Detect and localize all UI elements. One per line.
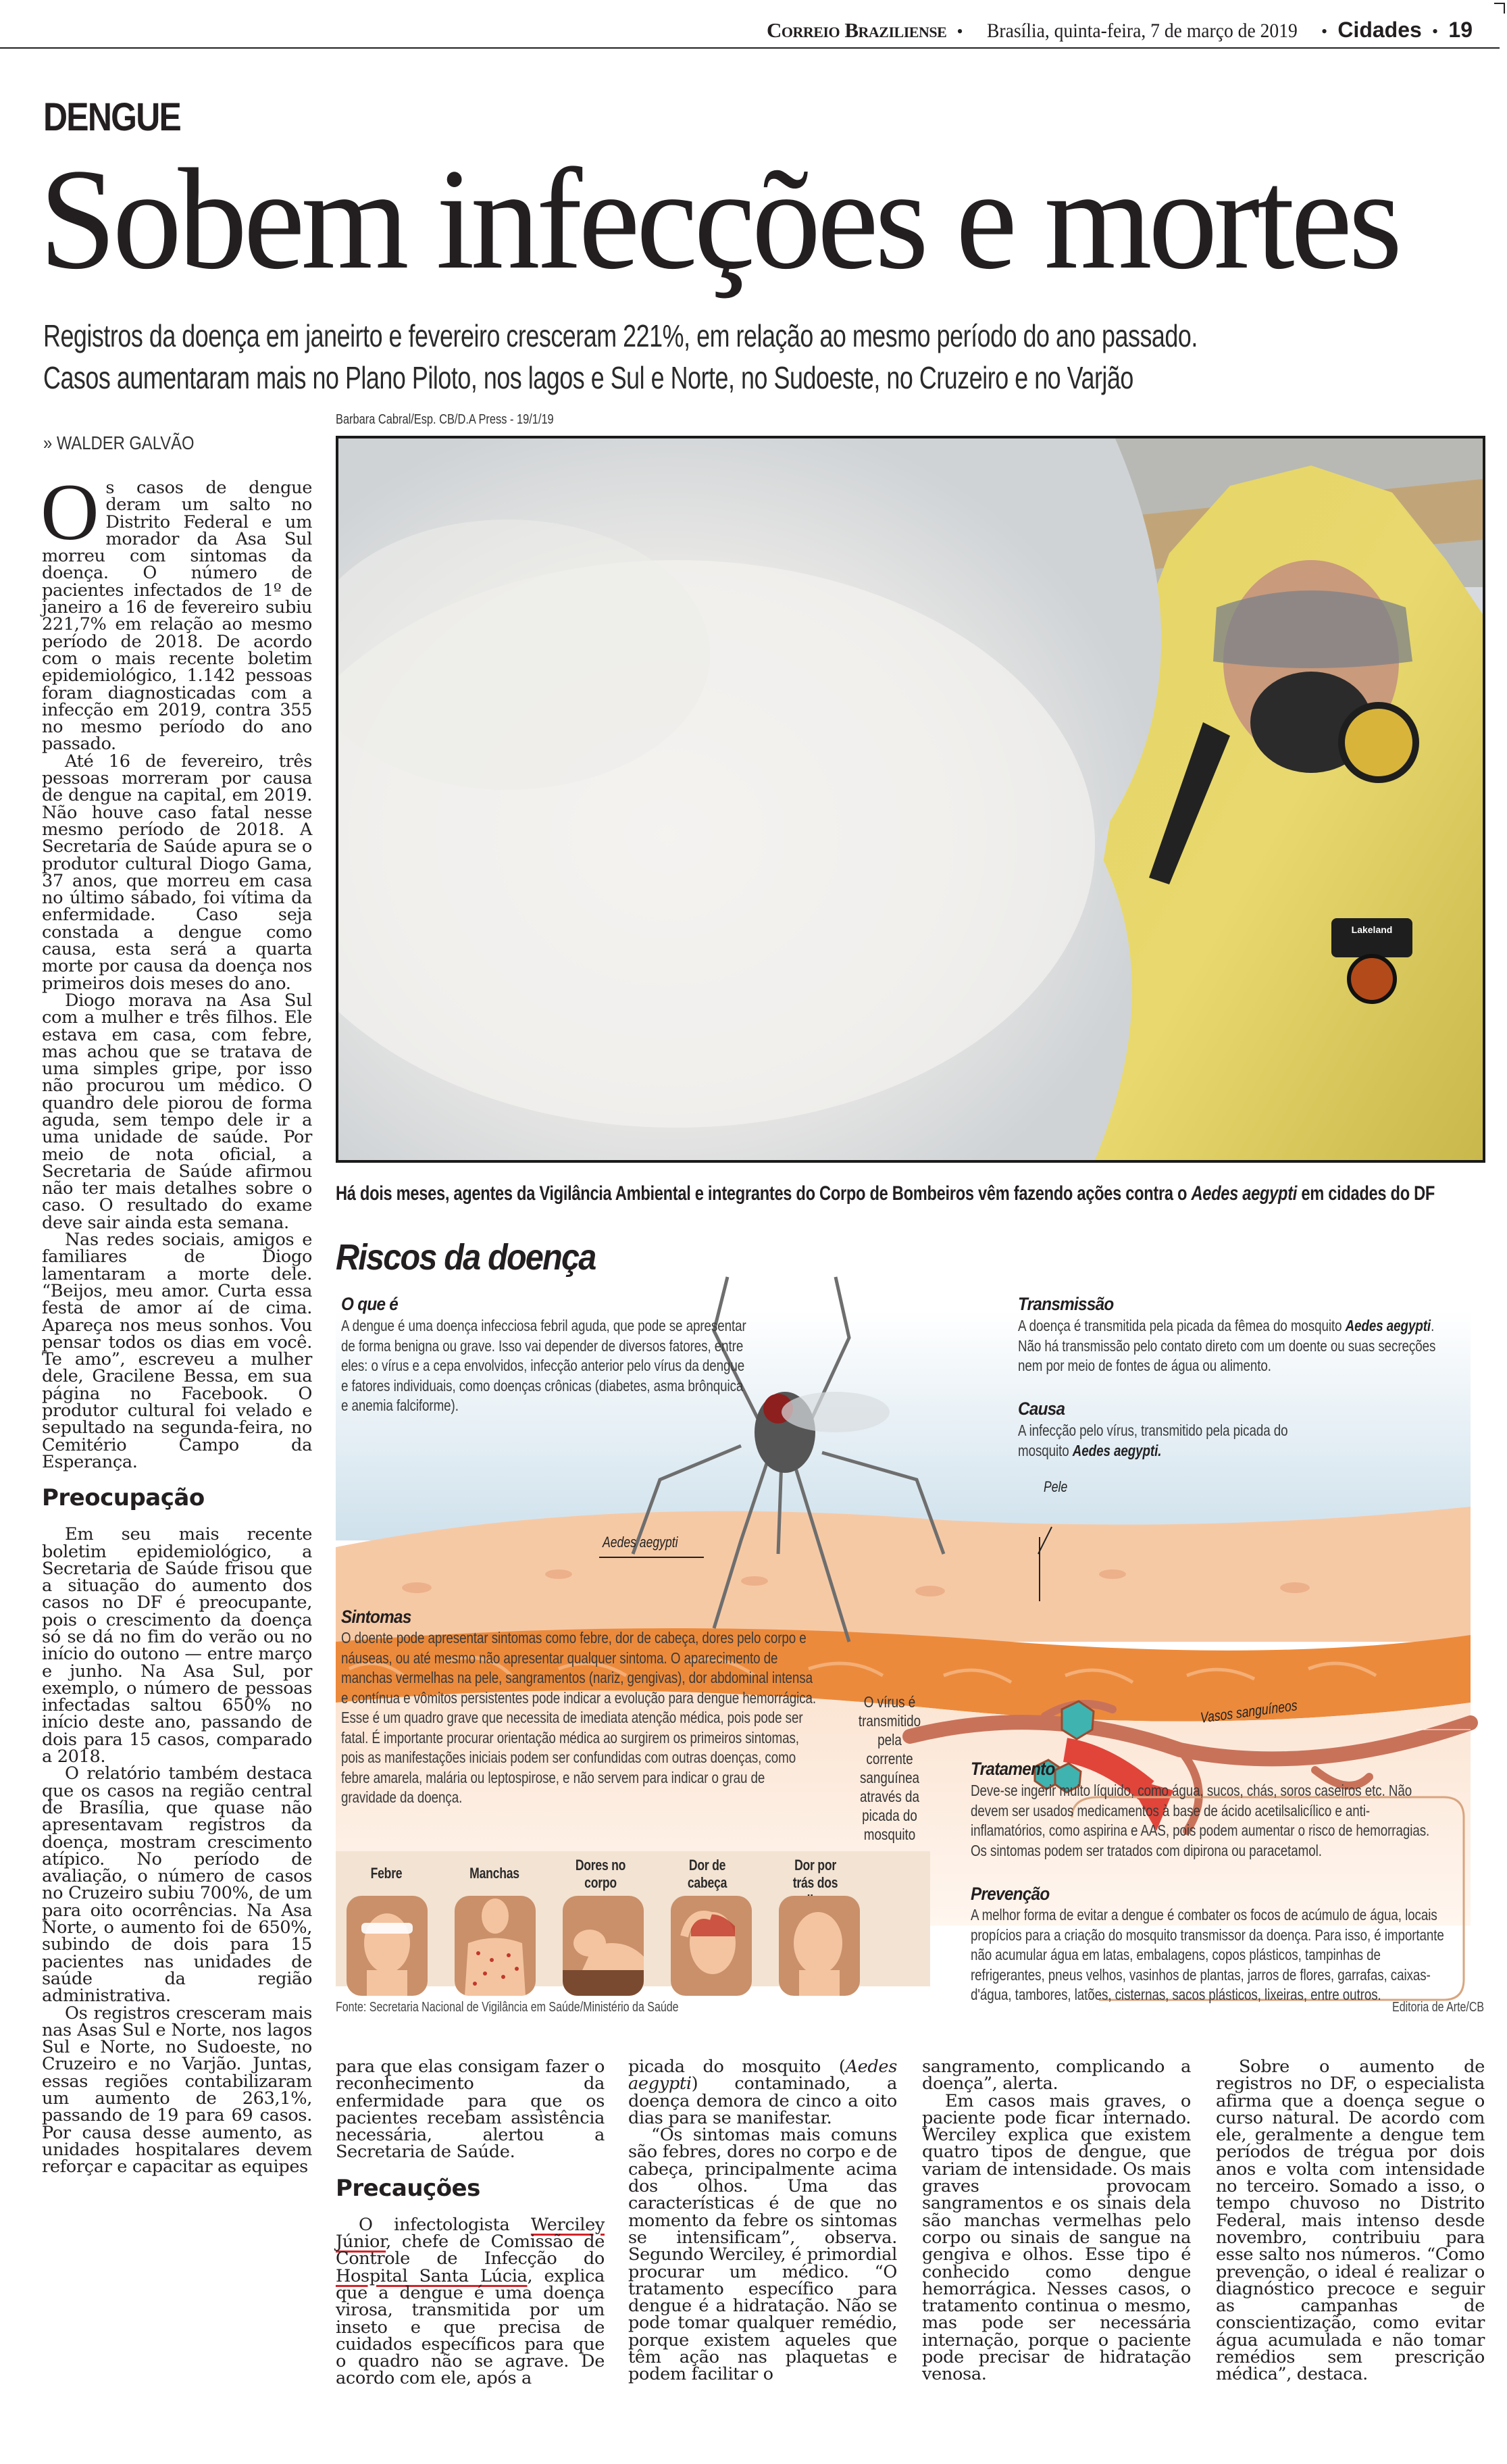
deck-line: Casos aumentaram mais no Plano Piloto, nos lagos e Sul e Norte, no Sudoeste, no Cruzeiro e no Varjão — [43, 360, 1133, 395]
article-paragraph: Diogo morava na Asa Sul com a mulher e três filhos. Ele estava em casa, com febre, mas achou que se tratava de uma simples gripe, por isso não procurou um médico. O quandro dele piorou de forma aguda, sem tempo dele ir a uma unidade de saúde. Por meio de nota oficial, a Secretaria de Saúde afirmou não ter mais detalhes sobre o caso. O resultado do exame deve sair ainda esta semana. — [42, 990, 312, 1233]
paragraph-text: s casos de dengue deram um salto no Distrito Federal e um morador da Asa Sul morreu com sintomas da doença. O número de pacientes infectados de 1º de janeiro a 16 de fevereiro subiu 221,7% em relação ao mesmo período de 2018. De acordo com o mais recente boletim epidemiológico, 1.142 pessoas foram diagnosticadas com a infecção em 2019, contra 355 no mesmo período do ano passado. — [42, 478, 312, 755]
transmissao-text — [1018, 1316, 1456, 1376]
article-paragraph: “Os sintomas mais comuns são febres, dores no corpo e de cabeça, principalmente acima dos olhos. Uma das características é de que no momento da febre os sintomas se intensificam”, observa. Segundo Werciley, é primordial procurar um médico. “O tratamento específico para dengue é a hidratação. Não se pode tomar qualquer remédio, porque existem aqueles que têm ação nas plaquetas e podem facilitar o — [628, 2125, 897, 2385]
species-name: Aedes aegypti — [1345, 1317, 1431, 1334]
body-pain-icon — [563, 1896, 644, 1996]
symptom-label: Febre — [370, 1865, 403, 1882]
text-run: O infectologista — [359, 2214, 531, 2235]
skin-surface — [336, 1507, 1471, 1642]
article-paragraph: Sobre o aumento de registros no DF, o especialista afirma que a doença segue o curso natural. De acordo com ele, geralmente a dengue tem períodos de trégua por dois anos e volta com intensidade no terceiro. Somado a isso, o tempo chuvoso no Distrito Federal, mais intenso desde novembro, contribuiu para esse salto nos números. “Como prevenção, o ideal é realizar o diagnóstico precoce e seguir as campanhas de conscientização, como evitar água acumulada e não tomar remédios sem prescrição médica”, destaca. — [1216, 2057, 1485, 2385]
infographic — [336, 1236, 1484, 2034]
separator: • — [1321, 22, 1328, 41]
tratamento-text: Deve-se ingerir muito líquido, como água, sucos, chás, soros caseiros etc. Não devem ser usados medicamentos à base de ácido acetilsalicílico e anti-inflamatórios, como aspirina e AAS, pois podem aumentar o risco de hemorragias. Os sintomas podem ser tratados com dipirona ou paracetamol. — [971, 1782, 1430, 1859]
deck-line: Registros da doença em janeirto e fevereiro cresceram 221%, em relação ao mesmo período do ano passado. — [43, 318, 1198, 353]
symptom-label: Manchas — [469, 1865, 519, 1882]
crop-mark — [1494, 3, 1505, 14]
symptom-label: Dores no corpo — [575, 1857, 626, 1891]
rash-icon — [455, 1896, 536, 1996]
virus-note: O vírus é transmitido pela corrente sanguínea através da picada do mosquito — [858, 1693, 921, 1843]
section-title-sintomas: Sintomas — [341, 1607, 411, 1627]
section-title-transmissao: Transmissão — [1018, 1294, 1114, 1314]
badge-text: Lakeland — [1351, 924, 1393, 935]
separator: • — [1432, 22, 1439, 41]
article-paragraph — [336, 2214, 605, 2389]
caption-text: Há dois meses, agentes da Vigilância Ambiental e integrantes do Corpo de Bombeiros vêm fazendo ações contra o — [336, 1182, 1192, 1205]
highlighted-name: Werciley Júnior — [336, 2214, 605, 2253]
sintomas-text: O doente pode apresentar sintomas como febre, dor de cabeça, dores pelo corpo e náuseas, ou até mesmo não apresentar qualquer sintoma. O aparecimento de manchas vermelhas na pele, sangramentos (nariz, gengivas), dor abdominal intensa e contínua e vômitos persistentes pode indicar a evolução para dengue hemorrágica. Esse é um quadro grave que necessita de imediata atenção médica, pois pode ser fatal. É importante procurar orientação médica ao surgirem os primeiros sintomas, pois as manifestações iniciais podem ser confundidas com outras doenças, como febre amarela, malária ou leptospirose, e não servem para indicar o grau de gravidade da doença. — [341, 1629, 817, 1806]
causa-text — [1018, 1421, 1288, 1461]
section-title-prevencao: Prevenção — [971, 1884, 1050, 1904]
subhead-preocupacao: Preocupação — [42, 1484, 205, 1512]
section-title-causa: Causa — [1018, 1399, 1065, 1419]
article-paragraph: Nas redes sociais, amigos e familiares de Diogo lamentaram a morte dele. “Beijos, meu amor. Curta essa festa de amor aí de cima. Apareça nos meus sonhos. Vou pensar todos os dias em você. Te amo”, escreveu a mulher dele, Gracilene Bessa, em sua página no Facebook. O produtor cultural foi velado e sepultado na segunda-feira, no Cemitério Campo da Esperança. — [42, 1230, 312, 1472]
article-column — [628, 2059, 897, 2384]
label-pele: Pele — [1044, 1478, 1068, 1495]
fever-icon — [347, 1896, 428, 1996]
label-vasos: Vasos sanguíneos — [1199, 1696, 1298, 1726]
article-paragraph: Até 16 de fevereiro, três pessoas morreram por causa de dengue na capital, em 2019. Não houve caso fatal nesse mesmo período de 2018. A Secretaria de Saúde apura se o produtor cultural Diogo Gama, 37 anos, que morreu em casa no último sábado, foi vítima da enfermidade. Caso seja constada a dengue como causa, esta será a quarta morte por causa da doença nos primeiros dois meses do ano. — [42, 751, 312, 994]
article-paragraph — [628, 2059, 897, 2127]
article-paragraph: Em casos mais graves, o paciente pode ficar internado. Werciley explica que existem quatro tipos de dengue, que variam de intensidade. Os mais graves provocam sangramentos e os sinais dela são manchas vermelhas pelo corpo ou sinais de sangue na gengiva e olhos. Esse tipo é conhecido como dengue hemorrágica. Nesses casos, o tratamento continua o mesmo, mas pode ser necessária internação, porque o paciente pode precisar de hidratação venosa. — [922, 2090, 1191, 2385]
infographic-source: Fonte: Secretaria Nacional de Vigilância em Saúde/Ministério da Saúde — [336, 2000, 679, 2015]
subhead-precaucoes: Precauções — [336, 2174, 480, 2202]
text-run: picada do mosquito ( — [628, 2057, 846, 2077]
caption-species: Aedes aegypti — [1191, 1182, 1298, 1205]
label-mosquito: Aedes aegypti — [603, 1534, 678, 1551]
article-paragraph: O relatório também destaca que os casos na região central de Brasília, que quase não apresentavam registros da doença, mostram crescimento atípico. No período de avaliação, o número de casos no Cruzeiro subiu 700%, de um para oito ocorrências. Na Asa Norte, o aumento foi de 650%, subindo de dois para 15 pacientes nas unidades de saúde da região administrativa. — [42, 1763, 312, 2007]
infographic-title: Riscos da doença — [336, 1237, 596, 1278]
photo-illustration — [338, 438, 1483, 1160]
section-title-tratamento: Tratamento — [971, 1759, 1055, 1779]
newspaper-name: Correio Braziliense — [766, 18, 947, 42]
text-run: A doença é transmitida pela picada da fêmea do mosquito — [1018, 1317, 1346, 1334]
symptom-icons — [342, 1857, 923, 1992]
page-number: 19 — [1448, 18, 1473, 42]
text-run: . Não há transmissão pelo contato direto com um doente ou suas secreções nem por meio de fontes de água ou alimento. — [1018, 1317, 1436, 1374]
eye-pain-icon — [779, 1896, 860, 1996]
text-run: A infecção pelo vírus, transmitido pela picada do mosquito — [1018, 1422, 1288, 1459]
article-paragraph — [41, 467, 312, 755]
infographic-credit: Editoria de Arte/CB — [1391, 2000, 1484, 2015]
goggles — [1213, 590, 1412, 668]
highlighted-hospital: Hospital Santa Lúcia — [336, 2265, 528, 2286]
o-que-e-text: A dengue é uma doença infecciosa febril aguda, que pode se apresentar de forma benigna ou grave. Isso vai depender de diversos fatores, entre eles: o vírus e a cepa envolvidos, infecção anterior pelo vírus da dengue e fatores individuais, como doenças crônicas (diabetes, asma brônquica e anemia falciforme). — [341, 1317, 746, 1414]
text-run: ) contaminado, a doença demora de cinco a oito dias para se manifestar. — [628, 2073, 897, 2128]
headline: Sobem infecções e mortes — [39, 139, 1399, 299]
respirator-filter — [1342, 705, 1416, 780]
article-paragraph: Os registros cresceram mais nas Asas Sul e Norte, nos lagos Sul e Norte, no Sudoeste, no Cruzeiro e no Varjão. Juntas, essas regiões contabilizaram um aumento de 263,1%, passando de 19 para 69 casos. Por causa desse aumento, as unidades hospitalares devem reforçar e capacitar as equipes — [42, 2003, 312, 2178]
masthead — [675, 18, 1473, 43]
text-run: , explica que a dengue é uma doença virosa, transmitida por um inseto e que precisa de cuidados específicos para que o quadro não se agrave. De acordo com ele, após a — [336, 2265, 605, 2389]
species-name: Aedes aegypti — [628, 2057, 897, 2094]
prevencao-text: A melhor forma de evitar a dengue é combater os focos de acúmulo de água, locais propícios para a criação do mosquito transmissor da doença. Para isso, é importante não acumular água em latas, embalagens, copos plásticos, tampinhas de refrigerantes, pneus velhos, vasinhos de plantas, jarros de flores, garrafas, caixas-d'água, tambores, latões, cisternas, sacos plásticos, lixeiras, entre outros. — [971, 1906, 1444, 2003]
kicker: DENGUE — [43, 95, 181, 139]
edition-date: Brasília, quinta-feira, 7 de março de 2019 — [986, 20, 1298, 42]
separator: • — [956, 22, 963, 41]
photo-credit: Barbara Cabral/Esp. CB/D.A Press - 19/1/19 — [336, 412, 554, 427]
header-rule — [0, 47, 1500, 49]
symptom-label: Dor de cabeça — [687, 1857, 727, 1891]
drop-cap: O — [41, 467, 99, 557]
species-name: Aedes aegypti. — [1072, 1441, 1162, 1459]
article-column — [336, 2059, 605, 2388]
caption-text: em cidades do DF — [1297, 1182, 1435, 1205]
article-paragraph: sangramento, complicando a doença”, alerta. — [922, 2057, 1191, 2094]
article-column — [922, 2059, 1191, 2384]
article-column-left — [41, 467, 312, 2178]
symptom-label: Dor por trás dos — [792, 1857, 838, 1891]
headache-icon — [671, 1896, 752, 1996]
section-title-o-que-e: O que é — [341, 1294, 399, 1314]
article-paragraph: Em seu mais recente boletim epidemiológico, a Secretaria de Saúde frisou que a situação do aumento dos casos no DF é preocupante, pois o crescimento da doença só se dá no fim do verão ou no início do outono — entre março e junho. Na Asa Sul, por exemplo, o número de pessoas infectadas saltou 650% no início deste ano, passando de dois para 15 casos, comparado a 2018. — [42, 1524, 312, 1767]
section-name: Cidades — [1337, 18, 1422, 42]
article-column — [1216, 2059, 1485, 2384]
byline: » WALDER GALVÃO — [43, 432, 195, 453]
news-photo — [336, 436, 1485, 1163]
article-paragraph: para que elas consigam fazer o reconhecimento da enfermidade para que os pacientes recebam assistência necessária, alertou a Secretaria de Saúde. — [336, 2057, 605, 2163]
text-run: , chefe de Comissão de Controle de Infecção do — [336, 2232, 605, 2269]
photo-caption — [336, 1182, 1435, 1205]
